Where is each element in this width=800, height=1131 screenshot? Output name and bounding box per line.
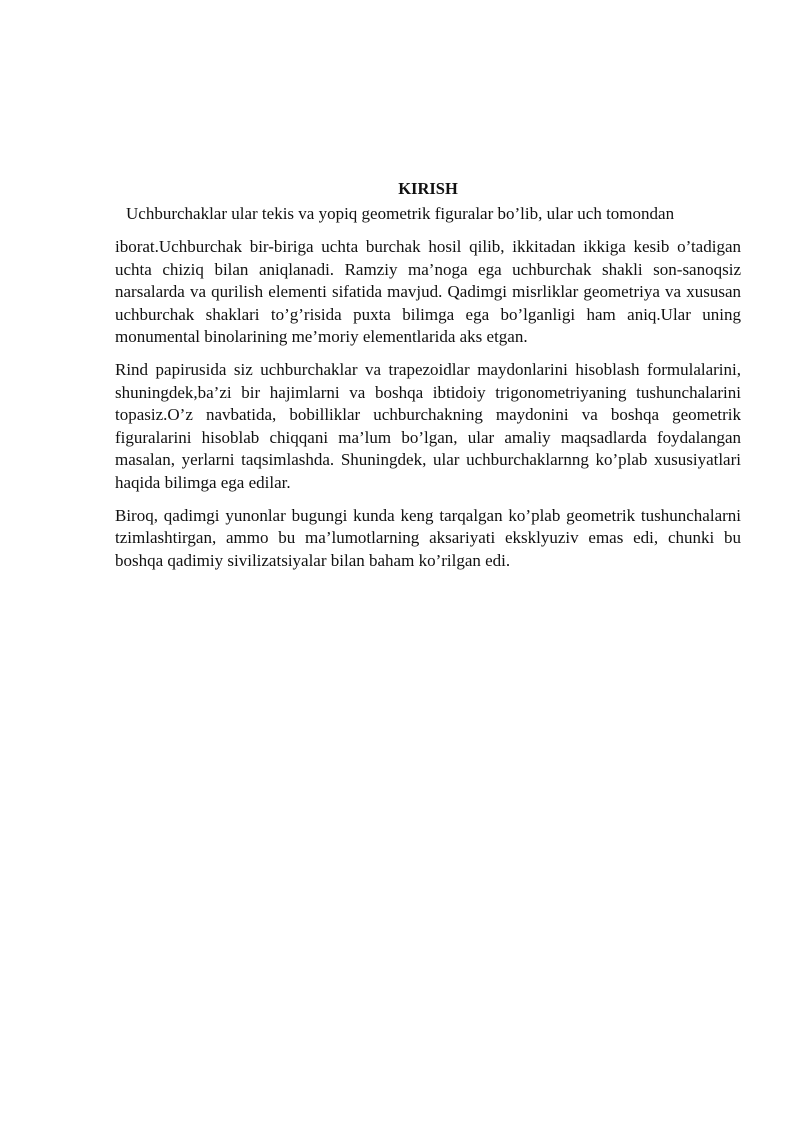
document-body [115,178,741,582]
paragraph-2: Rind papirusida siz uchburchaklar va trapezoidlar maydonlarini hisoblash formulalarini, shuningdek,ba’zi bir hajimlarni va boshqa ibtidoiy trigonometriyaning tushunchalarini topasiz.O’z navbatida, bobilliklar uchburchakning maydonini va boshqa geometrik figuralarini hisoblab chiqqani ma’lum bo’lgan, ular amaliy maqsadlarda foydalangan masalan, yerlarni taqsimlashda. Shuningdek, ular uchburchaklarnng ko’plab xususiyatlari haqida bilimga ega edilar. [115,359,741,492]
page-title: KIRISH [398,179,458,198]
paragraph-3: Biroq, qadimgi yunonlar bugungi kunda keng tarqalgan ko’plab geometrik tushunchalarni tzimlashtirgan, ammo bu ma’lumotlarning aksariyati eksklyuziv emas edi, chunki bu boshqa qadimiy sivilizatsiyalar bilan baham ko’rilgan edi. [115,505,741,570]
paragraph-1: iborat.Uchburchak bir-biriga uchta burchak hosil qilib, ikkitadan ikkiga kesib o’tadigan uchta chiziq bilan aniqlanadi. Ramziy ma’noga ega uchburchak shakli son-sanoqsiz narsalarda va qurilish elementi sifatida mavjud. Qadimgi misrliklar geometriya va xususan uchburchak shaklari to’g’risida puxta bilimga ega bo’lganligi ham aniq.Ular uning monumental binolarining me’moriy elementlarida aks etgan. [115,237,741,347]
intro-first-line: Uchburchaklar ular tekis va yopiq geometrik figuralar bo’lib, ular uch tomondan [126,204,675,223]
